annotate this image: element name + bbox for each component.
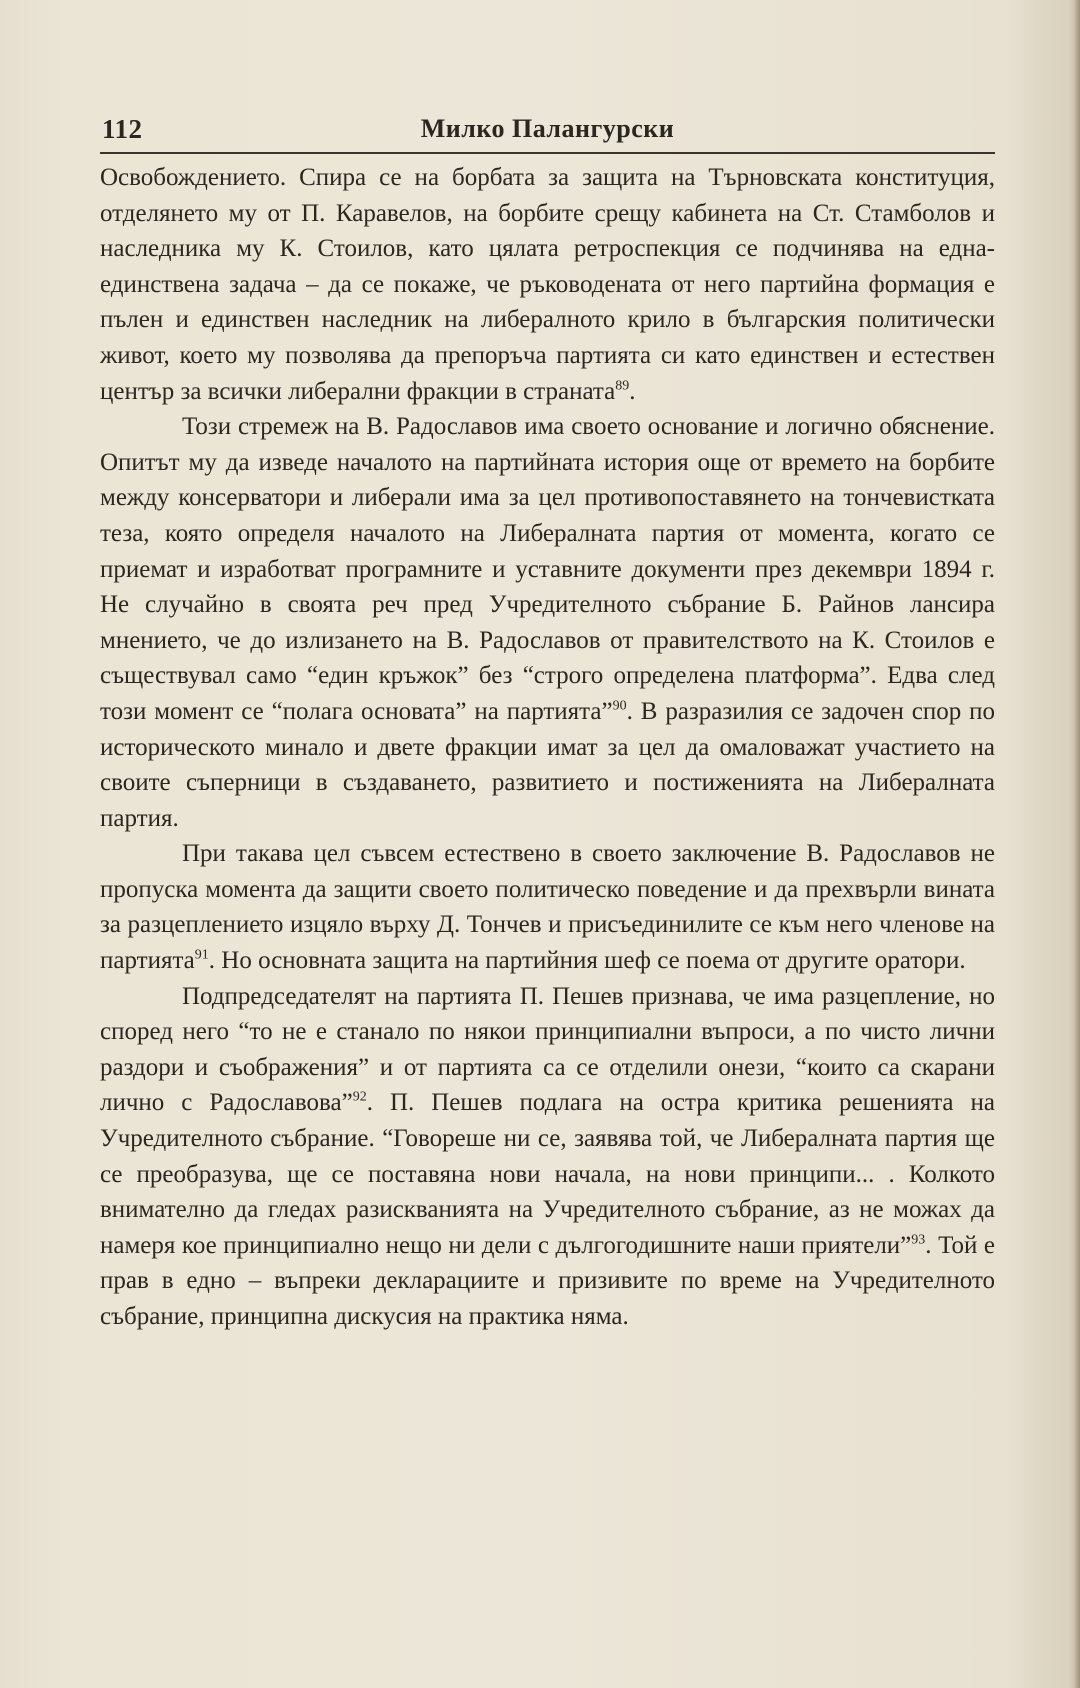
paragraph-text: Подпредседателят на партията П. Пешев признава, че има разцепление, но според него “то не е станало по някои принципиални въпроси, а по чисто лични раздори и съображения” и от партията са се отделили онези, “които са скарани лично с Радославова” — [100, 982, 995, 1117]
paragraph-text: . Но основната защита на партийния шеф се поема от другите оратори. — [208, 947, 966, 975]
footnote-ref: 93 — [911, 1232, 926, 1248]
footnote-ref: 90 — [612, 698, 627, 714]
header-rule — [100, 152, 995, 154]
paragraph-text: . В разразилия се задочен спор по историческото минало и двете фракции имат за цел да омаловажат участието на своите съперници в създаването, развитието и постиженията на Либералната партия. — [100, 697, 995, 832]
footnote-ref: 91 — [194, 947, 209, 963]
paragraph-text: . — [629, 377, 636, 405]
paragraph — [100, 836, 995, 978]
paragraph — [100, 409, 995, 836]
body-text — [100, 160, 995, 1335]
footnote-ref: 89 — [615, 378, 630, 394]
paragraph-text: . Той е прав в едно – въпреки декларациите и призивите по време на Учредителното събрание, принципна дискусия на практика няма. — [100, 1231, 995, 1330]
page-edge-shadow — [1074, 0, 1080, 1688]
page-number: 112 — [102, 114, 143, 144]
paragraph-text: Освобождението. Спира се на борбата за защита на Търновската конституция, отделянето му от П. Каравелов, на борбите срещу кабинета на Ст. Стамболов и наследника му К. Стоилов, като цялата ретроспекция се подчинява на една-единствена задача – да се покаже, че ръководената от него партийна формация е пълен и единствен наследник на либералното крило в българския политически живот, което му позволява да препоръча партията си като единствен и естествен център за всички либерални фракции в страната — [100, 164, 995, 405]
paragraph — [100, 160, 995, 409]
footnote-ref: 92 — [352, 1090, 367, 1106]
paragraph-text: При такава цел съвсем естествено в своето заключение В. Радославов не пропуска момента да защити своето политическо поведение и да прехвърли вината за разцеплението изцяло върху Д. Тончев и присъединилите се към него членове на партията — [100, 840, 995, 975]
page-header — [100, 114, 995, 152]
paragraph-text: . П. Пешев подлага на остра критика решенията на Учредителното събрание. “Говореше ни се, заявява той, че Либералната партия ще се преобразува, ще се поставяна нови начала, на нови принципи... . Колкото внимателно да гледах разискванията на Учредителното събрание, аз не можах да намеря кое принципиално нещо ни дели с дългогодишните наши приятели” — [100, 1089, 995, 1259]
running-head-author: Милко Палангурски — [420, 114, 675, 143]
paragraph-text: Този стремеж на В. Радославов има своето основание и логично обяснение. Опитът му да изведе началото на партийната история още от времето на борбите между консерватори и либерали има за цел противопоставянето на тончевисткатa теза, която определя началото на Либералната партия от момента, когато се приемат и изработват програмните и уставните документи през декември 1894 г. Не случайно в своята реч пред Учредителното събрание Б. Райнов лансира мнението, че до излизането на В. Радославов от правителството на К. Стоилов е съществувал само “един кръжок” без “строго определена платформа”. Едва след този момент се “полага основата” на партията” — [100, 413, 995, 725]
paragraph — [100, 979, 995, 1335]
